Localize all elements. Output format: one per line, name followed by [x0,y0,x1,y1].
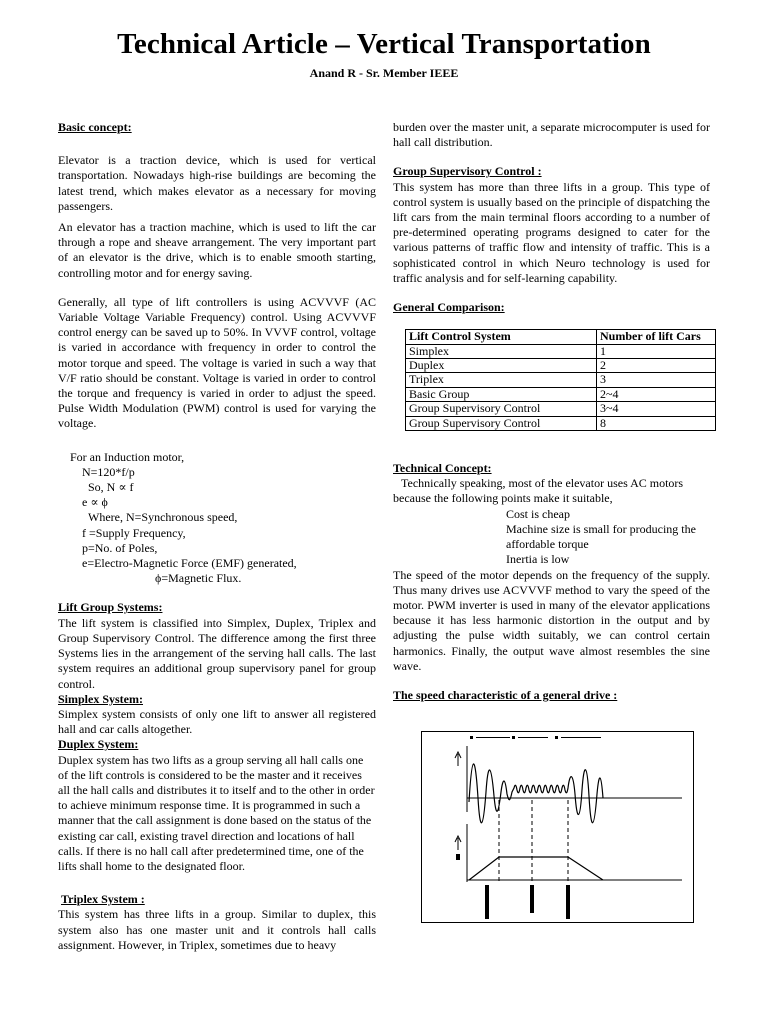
table-cell: 3~4 [597,402,716,416]
table-cell: 1 [597,344,716,358]
table-cell: Basic Group [406,387,597,401]
simplex-text: Simplex system consists of only one lift to answer all registered hall and car calls altogether. [58,706,376,737]
duplex-heading: Duplex System: [58,737,139,752]
speed-characteristic-drawing [422,732,693,922]
formula-line: Where, N=Synchronous speed, [88,510,238,525]
speed-profile [469,857,603,880]
table-row [406,344,716,358]
table-cell: 8 [597,416,716,430]
basic-concept-p2: An elevator has a traction machine, which is used to lift the car through a rope and sheave arrangement. The very important part of an elevator is the drive, which is to enable smooth starting, controlling motor and for energy saving. [58,220,376,280]
table-row [406,373,716,387]
speed-characteristic-heading: The speed characteristic of a general drive : [393,687,618,702]
gsc-text: This system has more than three lifts in a group. This type of control system is usually based on the principle of dispatching the lift cars from the main terminal floors according to a number of pre-determined operating programs designed to cater for the various patterns of traffic flow and intensity of traffic. This is a sophisticated control in which Neuro technology is used for traffic analysis and for self-learning capability. [393,179,710,285]
technical-concept-heading: Technical Concept: [393,461,492,476]
table-header-row [406,330,716,344]
table-row [406,387,716,401]
formula-line: So, N ∝ f [88,480,134,495]
comparison-heading: General Comparison: [393,300,505,315]
basic-concept-heading: Basic concept: [58,120,132,134]
phase-label-marks [485,885,570,919]
table-cell: Simplex [406,344,597,358]
table-cell: 2~4 [597,387,716,401]
formula-line: For an Induction motor, [70,449,185,464]
table-cell: Duplex [406,359,597,373]
list-item: Inertia is low [506,552,570,567]
axis-symbol [456,854,460,860]
triplex-heading: Triplex System : [61,892,145,907]
triplex-text: This system has three lifts in a group. Similar to duplex, this system also has one master unit and it controls hall calls assignment. However, in Triplex, sometimes due to heavy [58,907,376,952]
formula-line: ϕ=Magnetic Flux. [155,571,242,586]
table-row [406,402,716,416]
formula-line: p=No. of Poles, [82,540,158,555]
up-arrow-icon [455,752,461,766]
right-column [393,120,710,703]
formula-line: N=120*f/p [82,464,135,479]
formula-line: e ∝ ϕ [82,495,108,510]
table-row [406,416,716,430]
left-column [58,120,376,953]
table-cell: Group Supervisory Control [406,402,597,416]
up-arrow-icon [455,836,461,850]
table-cell: 2 [597,359,716,373]
technical-concept-intro: Technically speaking, most of the elevator uses AC motors because the following points make it suitable, [393,476,684,506]
induction-motor-formula [58,450,376,587]
triplex-continuation: burden over the master unit, a separate microcomputer is used for hall call distribution. [393,120,710,150]
advantages-list [393,507,710,568]
table-cell: 3 [597,373,716,387]
author-line: Anand R - Sr. Member IEEE [309,66,459,80]
simplex-heading: Simplex System: [58,691,143,706]
basic-concept-p3: Generally, all type of lift controllers is using ACVVVF (AC Variable Voltage Variable Frequency) control. Using ACVVVF control energy can be saved up to 50%. In VVVF control, voltage is varied in accordance with frequency in order to control the motor torque and speed. The voltage is varied in such a way that V/F ratio should be constant. Voltage is varied in order to control the torque and frequency is varied in order to adjust the speed. Pulse Width Modulation (PWM) control is used for varying the voltage. [58,294,376,431]
list-item: Cost is cheap [506,506,570,521]
voltage-waveform [469,764,603,823]
comparison-table [405,329,716,431]
formula-line: e=Electro-Magnetic Force (EMF) generated, [82,556,297,571]
list-item: Machine size is small for producing the affordable torque [506,521,696,552]
speed-characteristic-figure [421,731,694,923]
legend-marks [470,736,601,739]
gsc-heading: Group Supervisory Control : [393,164,542,179]
article-title: Technical Article – Vertical Transportation [117,28,651,60]
technical-concept-text: The speed of the motor depends on the frequency of the supply. Thus many drives use ACVVVF method to vary the speed of the motor. PWM inverter is used in many of the elevator applications because it has less harmonic distortion in the output and by adjusting the pulse width suitably, we can control certain harmonics. Finally, the output wave almost resembles the sine wave. [393,567,710,673]
table-cell: Group Supervisory Control [406,416,597,430]
table-header: Lift Control System [406,330,597,344]
lift-group-text: The lift system is classified into Simplex, Duplex, Triplex and Group Supervisory Control. The difference among the first three Systems lies in the arrangement of the serving hall calls. The last system requires an additional group supervisory panel for group control. [58,615,376,691]
formula-line: f =Supply Frequency, [82,525,186,540]
basic-concept-p1: Elevator is a traction device, which is used for vertical transportation. Nowadays high-rise buildings are becoming the latest trend, which makes elevator as a necessary for moving passengers. [58,153,376,213]
table-cell: Triplex [406,373,597,387]
duplex-text: Duplex system has two lifts as a group serving all hall calls one of the lift controls is considered to be the master and it receives all the hall calls and distributes it to itself and to the other in order to achieve minimum response time. It is programmed in such a manner that the call assignment is done based on the status of the existing car call, existing travel direction and locations of hall calls. If there is no hall call after predetermined time, one of the lifts shall home to the designated floor. [58,752,375,873]
table-row [406,359,716,373]
table-header: Number of lift Cars [597,330,716,344]
lift-group-heading: Lift Group Systems: [58,600,163,615]
guide-lines [499,800,568,882]
